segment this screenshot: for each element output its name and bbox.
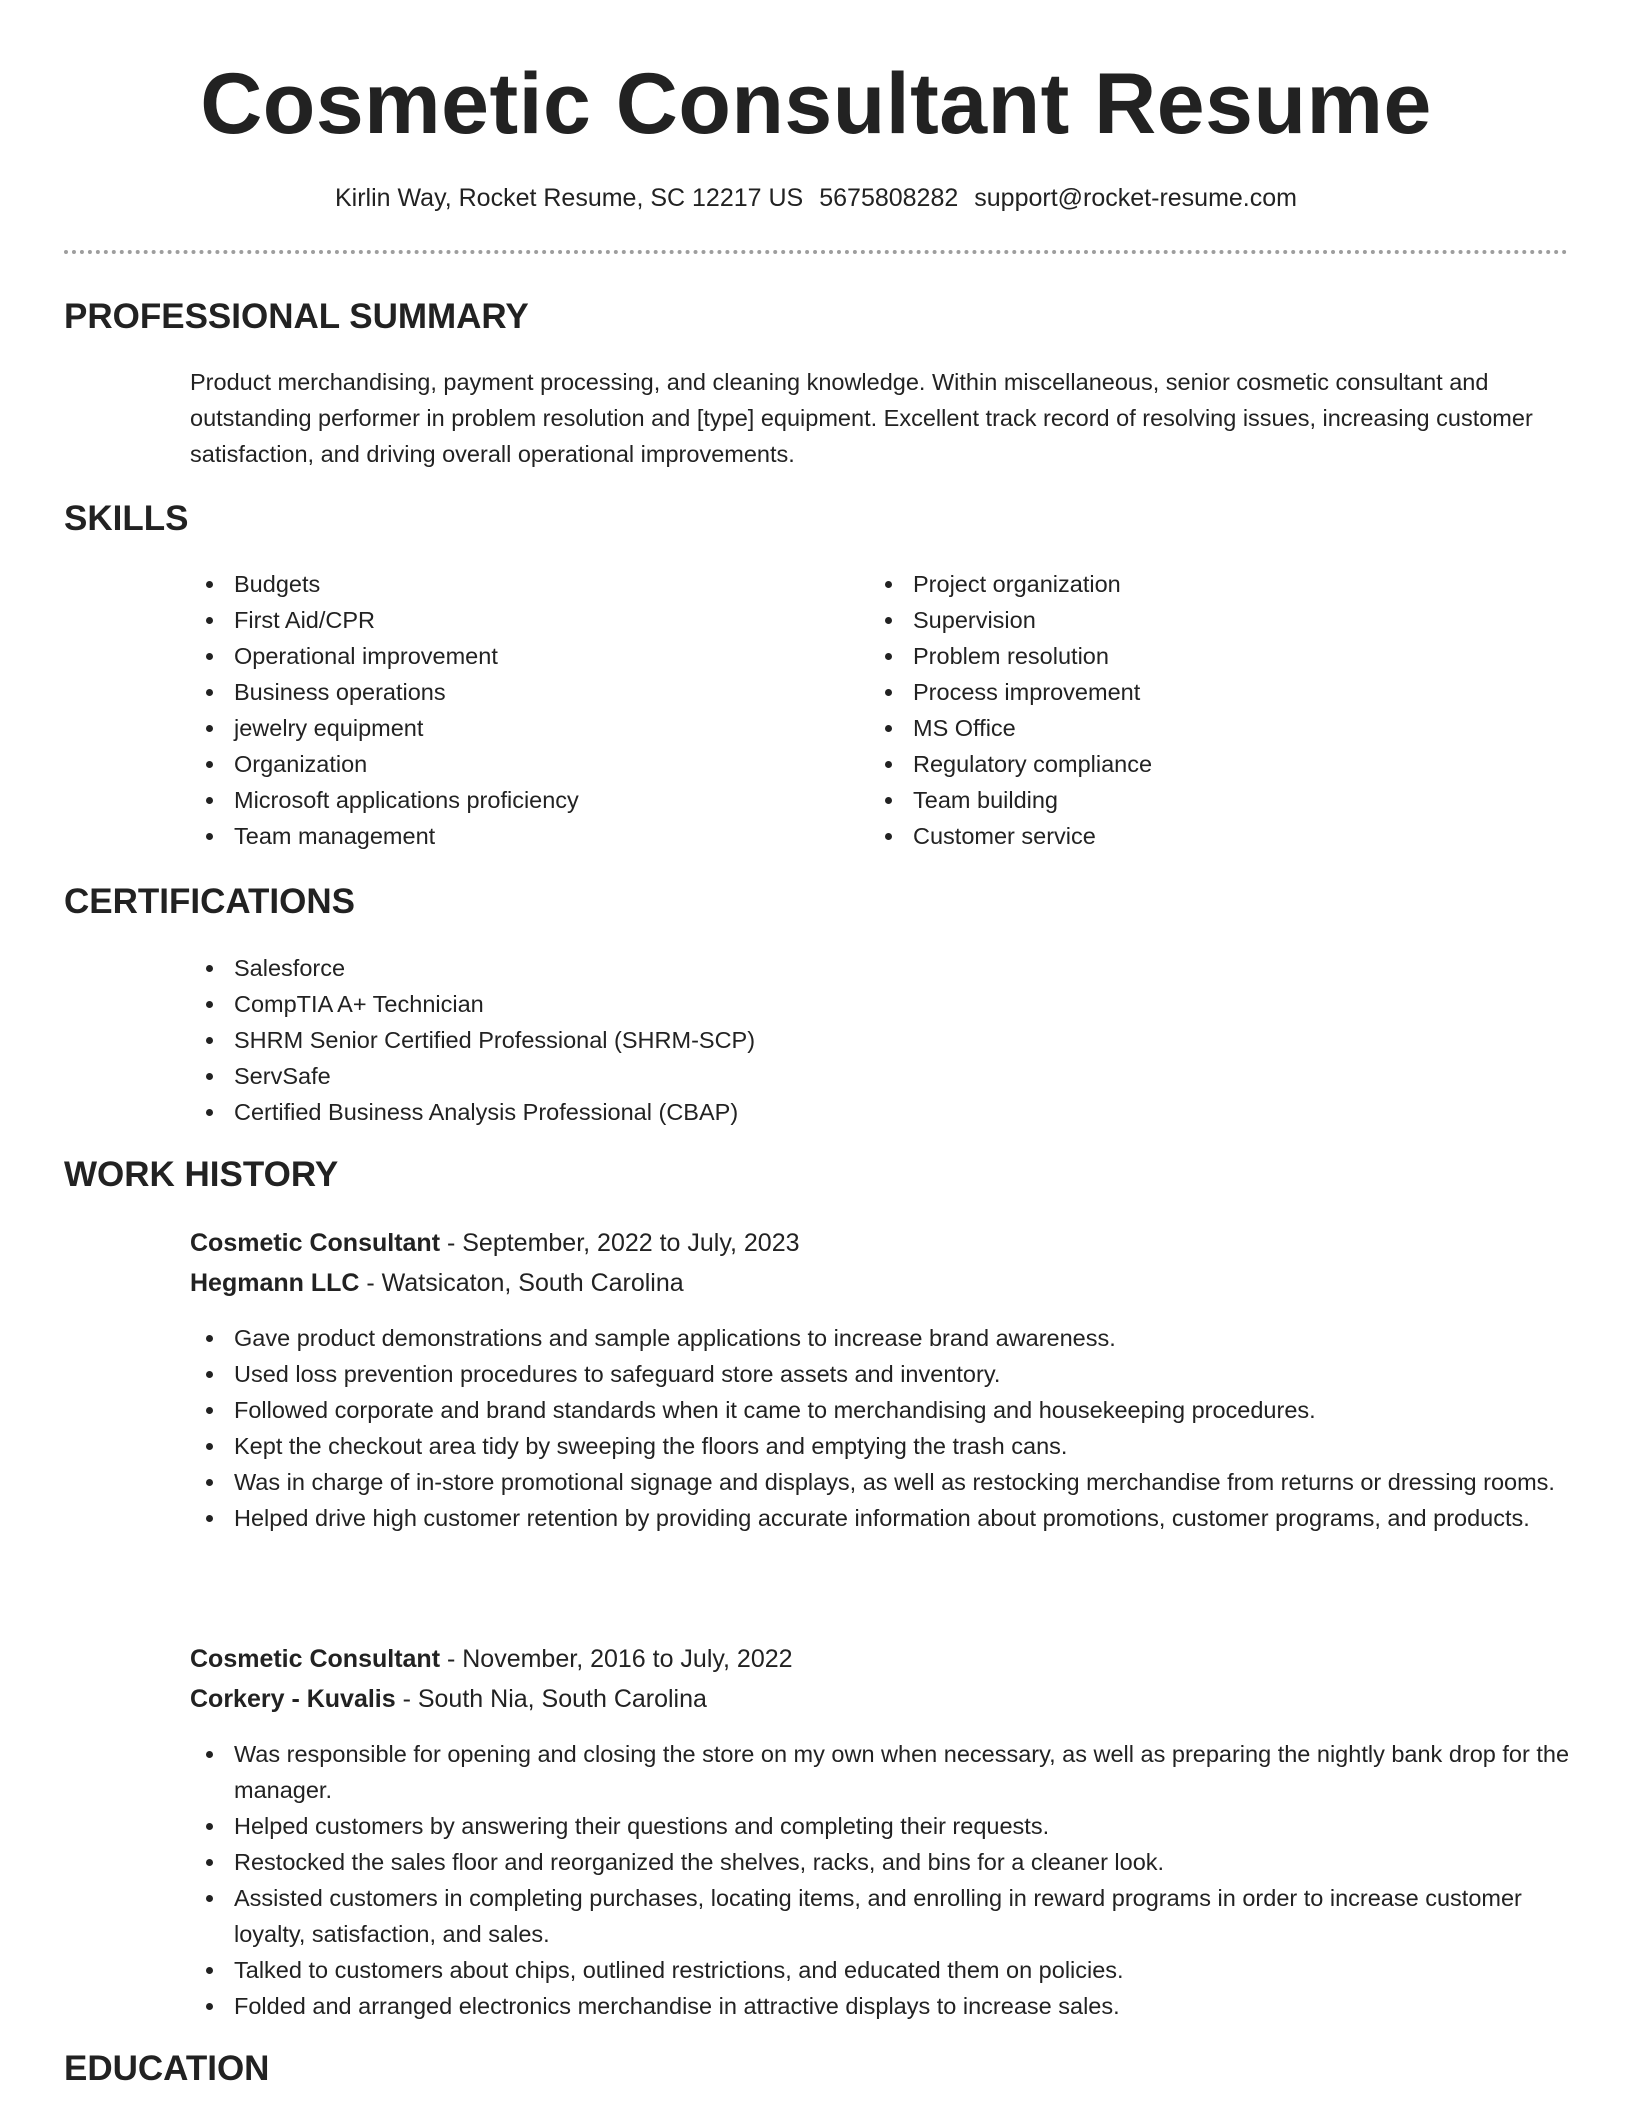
- job-bullet: Folded and arranged electronics merchandise in attractive displays to increase sales.: [190, 1988, 1570, 2024]
- job-bullets: [190, 1736, 1570, 2024]
- skill-item: Microsoft applications proficiency: [190, 782, 830, 818]
- summary-text: Product merchandising, payment processing, and cleaning knowledge. Within miscellaneous, senior cosmetic consultant and outstanding performer in problem resolution and [type] equipment. Excellent track record of resolving issues, increasing customer satisfaction, and driving overall operational improvements.: [190, 369, 1533, 467]
- header-divider: [64, 250, 1568, 254]
- job-company: Corkery - Kuvalis: [190, 1685, 396, 1713]
- summary-heading: PROFESSIONAL SUMMARY: [64, 297, 529, 336]
- skills-list-right: [869, 566, 1509, 854]
- job-location: - South Nia, South Carolina: [395, 1685, 707, 1713]
- job-bullet: Used loss prevention procedures to safeguard store assets and inventory.: [190, 1356, 1570, 1392]
- skill-item: MS Office: [869, 710, 1509, 746]
- skill-item: Organization: [190, 746, 830, 782]
- certifications-heading: CERTIFICATIONS: [64, 882, 356, 921]
- job-dates: - November, 2016 to July, 2022: [440, 1645, 793, 1673]
- job-company: Hegmann LLC: [190, 1269, 360, 1297]
- skill-item: Budgets: [190, 566, 830, 602]
- job-title-line: [190, 1226, 800, 1260]
- skill-item: Business operations: [190, 674, 830, 710]
- resume-title: Cosmetic Consultant Resume: [200, 56, 1432, 152]
- job-bullet: Talked to customers about chips, outlined restrictions, and educated them on policies.: [190, 1952, 1570, 1988]
- job-title: Cosmetic Consultant: [190, 1645, 441, 1673]
- certification-item: SHRM Senior Certified Professional (SHRM-SCP): [190, 1022, 1570, 1058]
- job-bullet: Kept the checkout area tidy by sweeping the floors and emptying the trash cans.: [190, 1428, 1570, 1464]
- certification-item: ServSafe: [190, 1058, 1570, 1094]
- skill-item: Team management: [190, 818, 830, 854]
- job-bullet: Followed corporate and brand standards when it came to merchandising and housekeeping procedures.: [190, 1392, 1570, 1428]
- job-bullet: Was in charge of in-store promotional signage and displays, as well as restocking merchandise from returns or dressing rooms.: [190, 1464, 1570, 1500]
- education-heading: EDUCATION: [64, 2049, 270, 2088]
- certifications-list: [190, 950, 1570, 1130]
- skill-item: Supervision: [869, 602, 1509, 638]
- skill-item: jewelry equipment: [190, 710, 830, 746]
- job-title: Cosmetic Consultant: [190, 1229, 441, 1257]
- job-bullet: Gave product demonstrations and sample applications to increase brand awareness.: [190, 1320, 1570, 1356]
- job-dates: - September, 2022 to July, 2023: [440, 1229, 800, 1257]
- skill-item: First Aid/CPR: [190, 602, 830, 638]
- job-bullets: [190, 1320, 1570, 1536]
- work-history-heading: WORK HISTORY: [64, 1155, 339, 1194]
- job-bullet: Was responsible for opening and closing the store on my own when necessary, as well as preparing the nightly bank drop for the manager.: [190, 1736, 1570, 1808]
- contact-email: support@rocket-resume.com: [974, 184, 1297, 212]
- job-company-line: [190, 1266, 684, 1300]
- job-bullet: Restocked the sales floor and reorganized the shelves, racks, and bins for a cleaner look.: [190, 1844, 1570, 1880]
- skill-item: Regulatory compliance: [869, 746, 1509, 782]
- contact-address: Kirlin Way, Rocket Resume, SC 12217 US: [335, 184, 804, 212]
- skill-item: Process improvement: [869, 674, 1509, 710]
- skill-item: Problem resolution: [869, 638, 1509, 674]
- skills-heading: SKILLS: [64, 499, 189, 538]
- certification-item: CompTIA A+ Technician: [190, 986, 1570, 1022]
- job-title-line: [190, 1642, 793, 1676]
- contact-phone: 5675808282: [819, 184, 959, 212]
- job-company-line: [190, 1682, 707, 1716]
- certification-item: Certified Business Analysis Professional (CBAP): [190, 1094, 1570, 1130]
- skill-item: Project organization: [869, 566, 1509, 602]
- skill-item: Customer service: [869, 818, 1509, 854]
- job-bullet: Helped customers by answering their questions and completing their requests.: [190, 1808, 1570, 1844]
- skill-item: Team building: [869, 782, 1509, 818]
- certification-item: Salesforce: [190, 950, 1570, 986]
- contact-line: [64, 182, 1568, 214]
- job-location: - Watsicaton, South Carolina: [359, 1269, 684, 1297]
- skills-list-left: [190, 566, 830, 854]
- job-bullet: Assisted customers in completing purchases, locating items, and enrolling in reward programs in order to increase customer loyalty, satisfaction, and sales.: [190, 1880, 1570, 1952]
- job-bullet: Helped drive high customer retention by providing accurate information about promotions, customer programs, and products.: [190, 1500, 1570, 1536]
- skill-item: Operational improvement: [190, 638, 830, 674]
